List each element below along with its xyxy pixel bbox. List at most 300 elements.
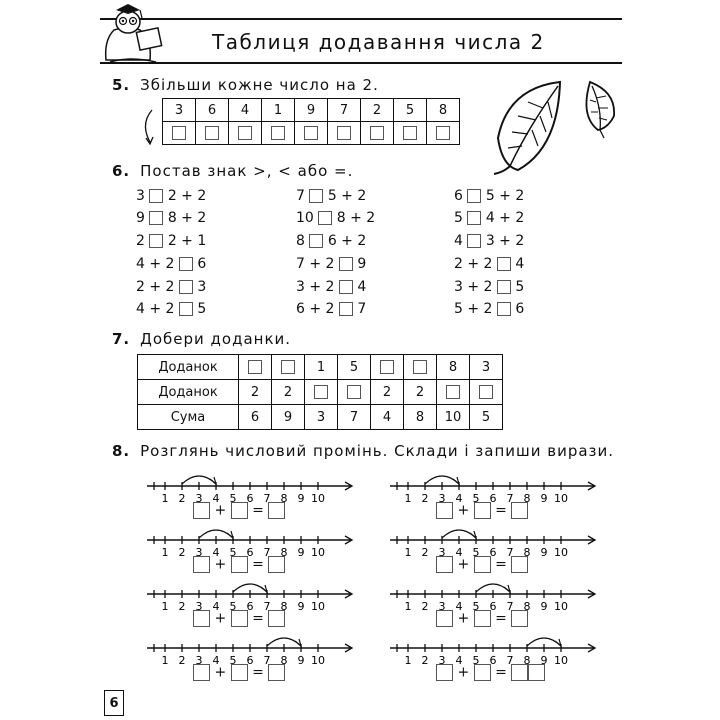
- answer-box[interactable]: [436, 502, 453, 519]
- empty-cell[interactable]: [272, 355, 305, 380]
- answer-cell[interactable]: [427, 122, 460, 145]
- answer-box[interactable]: [304, 126, 318, 140]
- expression-row: [193, 502, 285, 519]
- comparison-left: 5 + 2: [454, 301, 493, 317]
- row-label: Доданок: [138, 380, 239, 405]
- empty-cell[interactable]: [470, 380, 503, 405]
- plus-sign: +: [457, 502, 470, 519]
- value-cell: 7: [338, 405, 371, 430]
- tick-label: 6: [489, 492, 497, 505]
- comparison-left: 7 + 2: [296, 256, 335, 272]
- tick-label: 1: [404, 546, 412, 559]
- tick-label: 7: [263, 492, 271, 505]
- empty-cell[interactable]: [338, 380, 371, 405]
- sign-box[interactable]: [179, 257, 193, 271]
- comparison-right: 6: [515, 301, 525, 317]
- plus-sign: +: [214, 556, 227, 573]
- comparison-item: [296, 233, 366, 249]
- comparison-right: 3 + 2: [485, 233, 525, 249]
- page-title: Таблиця додавання числа 2: [212, 30, 545, 54]
- task-number: 6.: [112, 162, 131, 180]
- answer-row: [163, 122, 460, 145]
- jump-arrow-icon: [210, 477, 216, 484]
- answer-cell[interactable]: [229, 122, 262, 145]
- tick-label: 4: [455, 492, 463, 505]
- tick-label: 2: [421, 654, 429, 667]
- tick-label: 9: [297, 654, 305, 667]
- tick-label: 4: [455, 654, 463, 667]
- number-cell: 3: [163, 99, 196, 122]
- answer-box[interactable]: [238, 126, 252, 140]
- tick-label: 5: [472, 654, 480, 667]
- answer-box[interactable]: [231, 610, 248, 627]
- comparison-right: 2 + 1: [167, 233, 207, 249]
- number-cell: 9: [295, 99, 328, 122]
- curved-arrow-icon: [138, 108, 158, 152]
- tick-label: 1: [161, 546, 169, 559]
- expression-row: [436, 610, 528, 627]
- answer-box[interactable]: [271, 126, 285, 140]
- tick-label: 3: [438, 546, 446, 559]
- number-cell: 8: [427, 99, 460, 122]
- comparison-left: 10: [296, 210, 314, 226]
- value-cell: 5: [470, 405, 503, 430]
- tick-label: 3: [438, 492, 446, 505]
- tick-label: 8: [523, 492, 531, 505]
- comparison-item: [296, 188, 366, 204]
- source-row: [163, 99, 460, 122]
- tick-label: 3: [195, 492, 203, 505]
- sign-box[interactable]: [339, 257, 353, 271]
- sign-box[interactable]: [179, 280, 193, 294]
- equals-sign: =: [252, 664, 264, 681]
- sign-box[interactable]: [467, 189, 481, 203]
- tick-label: 6: [246, 546, 254, 559]
- jump-arrow-icon: [470, 531, 476, 538]
- value-cell: 8: [437, 355, 470, 380]
- answer-box[interactable]: [172, 126, 186, 140]
- leaf-icon: [576, 78, 620, 144]
- answer-box[interactable]: [511, 502, 528, 519]
- task-text: Збільши кожне число на 2.: [140, 76, 379, 94]
- sign-box[interactable]: [467, 211, 481, 225]
- comparison-item: [454, 256, 524, 272]
- comparison-item: [136, 279, 206, 295]
- plus-sign: +: [457, 664, 470, 681]
- comparison-right: 5 + 2: [327, 188, 367, 204]
- tick-label: 8: [280, 546, 288, 559]
- tick-label: 9: [297, 600, 305, 613]
- tick-label: 9: [540, 492, 548, 505]
- tick-label: 6: [246, 492, 254, 505]
- tick-label: 3: [438, 654, 446, 667]
- number-line-graphic: [145, 522, 355, 560]
- tick-label: 10: [554, 546, 568, 559]
- answer-box[interactable]: [248, 360, 262, 374]
- comparison-right: 8 + 2: [336, 210, 376, 226]
- plus-sign: +: [214, 664, 227, 681]
- sign-box[interactable]: [497, 257, 511, 271]
- tick-label: 7: [263, 600, 271, 613]
- comparison-right: 6 + 2: [327, 233, 367, 249]
- sign-box[interactable]: [149, 211, 163, 225]
- comparison-item: [136, 188, 206, 204]
- expression-row: [436, 664, 545, 681]
- jump-arrow-icon: [227, 531, 233, 538]
- task-text: Добери доданки.: [140, 330, 292, 348]
- value-cell: 1: [305, 355, 338, 380]
- comparison-item: [454, 301, 524, 317]
- value-cell: 9: [272, 405, 305, 430]
- sign-box[interactable]: [318, 211, 332, 225]
- sign-box[interactable]: [309, 234, 323, 248]
- tick-label: 10: [311, 546, 325, 559]
- answer-box[interactable]: [193, 664, 210, 681]
- tick-label: 10: [554, 492, 568, 505]
- tick-label: 9: [540, 654, 548, 667]
- answer-box[interactable]: [193, 502, 210, 519]
- tick-label: 2: [178, 600, 186, 613]
- answer-box[interactable]: [231, 556, 248, 573]
- number-line-graphic: [145, 630, 355, 668]
- tick-label: 3: [438, 600, 446, 613]
- task-number: 7.: [112, 330, 131, 348]
- sign-box[interactable]: [309, 189, 323, 203]
- tick-label: 9: [297, 546, 305, 559]
- value-cell: 4: [371, 405, 404, 430]
- tick-label: 10: [554, 654, 568, 667]
- comparison-left: 6: [454, 188, 463, 204]
- value-cell: 3: [305, 405, 338, 430]
- comparison-item: [296, 301, 366, 317]
- answer-box[interactable]: [403, 126, 417, 140]
- answer-box[interactable]: [380, 360, 394, 374]
- number-cell: 1: [262, 99, 295, 122]
- plus-sign: +: [214, 610, 227, 627]
- tick-label: 8: [280, 492, 288, 505]
- tick-label: 3: [195, 600, 203, 613]
- tick-label: 3: [195, 654, 203, 667]
- answer-box[interactable]: [268, 556, 285, 573]
- tick-label: 8: [523, 600, 531, 613]
- tick-label: 9: [540, 600, 548, 613]
- answer-box[interactable]: [231, 502, 248, 519]
- comparison-right: 5: [515, 279, 525, 295]
- answer-box[interactable]: [314, 385, 328, 399]
- value-cell: 8: [404, 405, 437, 430]
- answer-box[interactable]: [511, 610, 528, 627]
- tick-label: 5: [229, 600, 237, 613]
- owl-scholar-icon: [100, 0, 172, 70]
- sign-box[interactable]: [149, 189, 163, 203]
- jump-arrow-icon: [261, 585, 267, 592]
- comparison-left: 8: [296, 233, 305, 249]
- answer-box[interactable]: [474, 502, 491, 519]
- tick-label: 1: [161, 600, 169, 613]
- number-line-graphic: [145, 468, 355, 506]
- tick-label: 10: [311, 492, 325, 505]
- tick-label: 1: [161, 492, 169, 505]
- task-number: 5.: [112, 76, 131, 94]
- tick-label: 8: [280, 600, 288, 613]
- jump-arrow-icon: [555, 639, 561, 646]
- page-number: 6: [104, 690, 124, 716]
- answer-cell[interactable]: [196, 122, 229, 145]
- comparison-left: 3 + 2: [454, 279, 493, 295]
- row-label: Сума: [138, 405, 239, 430]
- comparison-right: 7: [357, 301, 367, 317]
- tick-label: 4: [212, 654, 220, 667]
- comparison-right: 2 + 2: [167, 188, 207, 204]
- number-line-graphic: [388, 630, 598, 668]
- task-6-heading: [112, 162, 353, 180]
- tick-label: 5: [472, 492, 480, 505]
- tick-label: 6: [489, 546, 497, 559]
- comparison-left: 7: [296, 188, 305, 204]
- tick-label: 2: [421, 492, 429, 505]
- tick-label: 7: [506, 600, 514, 613]
- jump-arrow-icon: [504, 585, 510, 592]
- tick-label: 9: [540, 546, 548, 559]
- answer-box[interactable]: [413, 360, 427, 374]
- expression-row: [193, 664, 285, 681]
- value-cell: 10: [437, 405, 470, 430]
- equals-sign: =: [495, 556, 507, 573]
- row-label: Доданок: [138, 355, 239, 380]
- empty-cell[interactable]: [371, 355, 404, 380]
- value-cell: 2: [371, 380, 404, 405]
- increase-table: [162, 98, 460, 145]
- tick-label: 2: [421, 546, 429, 559]
- answer-box[interactable]: [436, 664, 453, 681]
- comparison-item: [136, 210, 206, 226]
- number-line-graphic: [388, 576, 598, 614]
- comparison-left: 9: [136, 210, 145, 226]
- leaf-icon: [488, 78, 568, 182]
- tick-label: 5: [229, 492, 237, 505]
- answer-box[interactable]: [193, 610, 210, 627]
- expression-row: [193, 556, 285, 573]
- comparison-item: [296, 210, 375, 226]
- tick-label: 10: [554, 600, 568, 613]
- tick-label: 7: [263, 654, 271, 667]
- answer-cell[interactable]: [394, 122, 427, 145]
- empty-cell[interactable]: [404, 355, 437, 380]
- comparison-right: 3: [197, 279, 207, 295]
- comparison-right: 4: [357, 279, 367, 295]
- task-7-heading: [112, 330, 291, 348]
- sign-box[interactable]: [149, 234, 163, 248]
- number-cell: 4: [229, 99, 262, 122]
- equals-sign: =: [495, 610, 507, 627]
- value-cell: 2: [239, 380, 272, 405]
- tick-label: 4: [212, 600, 220, 613]
- tick-label: 1: [404, 600, 412, 613]
- sign-box[interactable]: [339, 302, 353, 316]
- sign-box[interactable]: [497, 280, 511, 294]
- task-text: Постав знак >, < або =.: [140, 162, 354, 180]
- jump-arrow-icon: [453, 477, 459, 484]
- number-line-graphic: [145, 576, 355, 614]
- tick-label: 2: [421, 600, 429, 613]
- comparison-left: 3: [136, 188, 145, 204]
- number-cell: 5: [394, 99, 427, 122]
- tick-label: 6: [246, 600, 254, 613]
- answer-box[interactable]: [370, 126, 384, 140]
- answer-box[interactable]: [511, 556, 528, 573]
- addends-row: [138, 380, 503, 405]
- comparison-item: [136, 233, 206, 249]
- comparison-item: [136, 301, 206, 317]
- task-8-heading: [112, 442, 614, 460]
- comparison-left: 4: [454, 233, 463, 249]
- number-cell: 2: [361, 99, 394, 122]
- answer-box[interactable]: [446, 385, 460, 399]
- tick-label: 6: [246, 654, 254, 667]
- tick-label: 1: [404, 492, 412, 505]
- tick-label: 2: [178, 546, 186, 559]
- tick-label: 8: [280, 654, 288, 667]
- value-cell: 2: [272, 380, 305, 405]
- equals-sign: =: [252, 556, 264, 573]
- tick-label: 5: [472, 600, 480, 613]
- comparison-right: 4 + 2: [485, 210, 525, 226]
- jump-arrow-icon: [295, 639, 301, 646]
- tick-label: 10: [311, 600, 325, 613]
- answer-box[interactable]: [347, 385, 361, 399]
- comparison-left: 4 + 2: [136, 256, 175, 272]
- tick-label: 6: [489, 600, 497, 613]
- comparison-left: 6 + 2: [296, 301, 335, 317]
- tick-label: 2: [178, 654, 186, 667]
- value-cell: 6: [239, 405, 272, 430]
- plus-sign: +: [457, 556, 470, 573]
- empty-cell[interactable]: [239, 355, 272, 380]
- empty-cell[interactable]: [437, 380, 470, 405]
- comparison-right: 8 + 2: [167, 210, 207, 226]
- addends-table: [137, 354, 503, 430]
- answer-box[interactable]: [337, 126, 351, 140]
- task-text: Розглянь числовий промінь. Склади і запиши вирази.: [140, 442, 615, 460]
- comparison-left: 2 + 2: [136, 279, 175, 295]
- answer-cell[interactable]: [328, 122, 361, 145]
- answer-cell[interactable]: [262, 122, 295, 145]
- number-line-graphic: [388, 468, 598, 506]
- tick-label: 4: [455, 600, 463, 613]
- comparison-item: [296, 256, 366, 272]
- comparison-item: [296, 279, 366, 295]
- tick-label: 2: [178, 492, 186, 505]
- sign-box[interactable]: [339, 280, 353, 294]
- answer-box[interactable]: [436, 556, 453, 573]
- equals-sign: =: [495, 502, 507, 519]
- plus-sign: +: [214, 502, 227, 519]
- sign-box[interactable]: [179, 302, 193, 316]
- answer-box[interactable]: [268, 610, 285, 627]
- tick-label: 9: [297, 492, 305, 505]
- tick-label: 8: [523, 546, 531, 559]
- comparison-left: 4 + 2: [136, 301, 175, 317]
- answer-box[interactable]: [479, 385, 493, 399]
- comparison-right: 9: [357, 256, 367, 272]
- answer-box[interactable]: [231, 664, 248, 681]
- answer-box[interactable]: [474, 610, 491, 627]
- tick-label: 5: [472, 546, 480, 559]
- sign-box[interactable]: [497, 302, 511, 316]
- expression-row: [193, 610, 285, 627]
- tick-label: 1: [404, 654, 412, 667]
- answer-box[interactable]: [436, 126, 450, 140]
- expression-row: [436, 502, 528, 519]
- answer-box[interactable]: [281, 360, 295, 374]
- tick-label: 5: [229, 654, 237, 667]
- answer-cell[interactable]: [295, 122, 328, 145]
- empty-cell[interactable]: [305, 380, 338, 405]
- tick-label: 5: [229, 546, 237, 559]
- comparison-right: 5 + 2: [485, 188, 525, 204]
- task-5-heading: [112, 76, 379, 94]
- expression-row: [436, 556, 528, 573]
- tick-label: 6: [489, 654, 497, 667]
- number-cell: 7: [328, 99, 361, 122]
- tick-label: 4: [455, 546, 463, 559]
- comparison-right: 5: [197, 301, 207, 317]
- tick-label: 10: [311, 654, 325, 667]
- comparison-left: 2: [136, 233, 145, 249]
- equals-sign: =: [495, 664, 507, 681]
- answer-box[interactable]: [474, 664, 491, 681]
- answer-cell[interactable]: [163, 122, 196, 145]
- tick-label: 8: [523, 654, 531, 667]
- comparison-item: [136, 256, 206, 272]
- comparison-right: 4: [515, 256, 525, 272]
- comparison-left: 2 + 2: [454, 256, 493, 272]
- answer-box[interactable]: [205, 126, 219, 140]
- value-cell: 2: [404, 380, 437, 405]
- tick-label: 7: [506, 546, 514, 559]
- answer-box[interactable]: [268, 664, 285, 681]
- comparison-item: [454, 188, 524, 204]
- comparison-left: 5: [454, 210, 463, 226]
- tick-label: 7: [506, 654, 514, 667]
- answer-box[interactable]: [193, 556, 210, 573]
- equals-sign: =: [252, 502, 264, 519]
- sign-box[interactable]: [467, 234, 481, 248]
- tick-label: 3: [195, 546, 203, 559]
- value-cell: 3: [470, 355, 503, 380]
- answer-box[interactable]: [436, 610, 453, 627]
- comparison-left: 3 + 2: [296, 279, 335, 295]
- tick-label: 4: [212, 546, 220, 559]
- comparison-item: [454, 233, 524, 249]
- equals-sign: =: [252, 610, 264, 627]
- answer-cell[interactable]: [361, 122, 394, 145]
- answer-box[interactable]: [268, 502, 285, 519]
- comparison-item: [454, 210, 524, 226]
- task-number: 8.: [112, 442, 131, 460]
- answer-box[interactable]: [511, 664, 528, 681]
- answer-box[interactable]: [474, 556, 491, 573]
- number-line-graphic: [388, 522, 598, 560]
- tick-label: 1: [161, 654, 169, 667]
- value-cell: 5: [338, 355, 371, 380]
- addends-row: [138, 405, 503, 430]
- tick-label: 4: [212, 492, 220, 505]
- number-cell: 6: [196, 99, 229, 122]
- plus-sign: +: [457, 610, 470, 627]
- answer-box[interactable]: [528, 664, 545, 681]
- addends-row: [138, 355, 503, 380]
